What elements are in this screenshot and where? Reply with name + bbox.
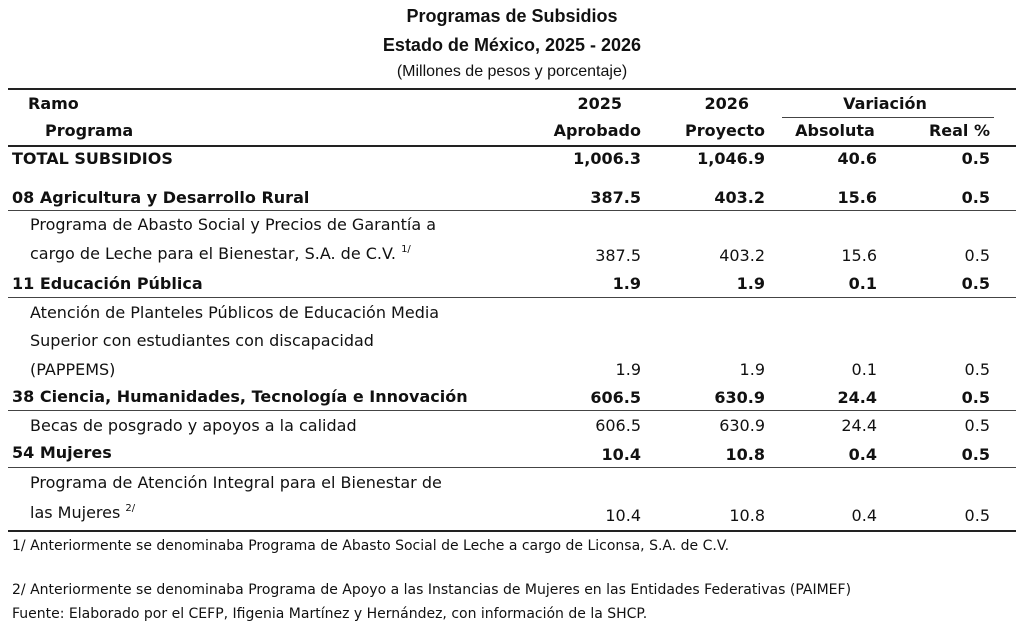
- prog-11-abs: 0.1: [851, 360, 877, 379]
- row-54-label: 54 Mujeres: [12, 443, 112, 462]
- prog-11-line2: Superior con estudiantes con discapacidad: [30, 331, 374, 350]
- prog-11-real: 0.5: [964, 360, 990, 379]
- row-total-abs: 40.6: [837, 149, 877, 168]
- row-11-label: 11 Educación Pública: [12, 274, 203, 293]
- header-2025-sub: Aprobado: [553, 121, 641, 140]
- prog-38-abs: 24.4: [841, 416, 877, 435]
- row-total-2025: 1,006.3: [573, 149, 641, 168]
- row-11-real: 0.5: [961, 274, 990, 293]
- header-2026: 2026: [704, 94, 749, 113]
- row-54-abs: 0.4: [848, 445, 877, 464]
- prog-54-real: 0.5: [964, 506, 990, 525]
- prog-11-line3: (PAPPEMS): [30, 360, 116, 379]
- row-08-rule: [8, 210, 1016, 211]
- row-08-2025: 387.5: [590, 188, 641, 207]
- prog-54-line2: las Mujeres: [30, 503, 121, 522]
- row-11-2025: 1.9: [612, 274, 641, 293]
- prog-54-2026: 10.8: [729, 506, 765, 525]
- prog-38-label: Becas de posgrado y apoyos a la calidad: [30, 416, 357, 435]
- row-08-abs: 15.6: [837, 188, 877, 207]
- prog-08-line2: cargo de Leche para el Bienestar, S.A. de C.V.: [30, 244, 396, 263]
- prog-38-real: 0.5: [964, 416, 990, 435]
- row-total-2026: 1,046.9: [697, 149, 765, 168]
- table-subtitle: Estado de México, 2025 - 2026: [382, 35, 642, 55]
- footnote-2: 2/ Anteriormente se denominaba Programa de Apoyo a las Instancias de Mujeres en las Entidades Federativas (PAIMEF): [12, 582, 852, 598]
- header-variacion: Variación: [843, 94, 927, 113]
- prog-54-abs: 0.4: [851, 506, 877, 525]
- prog-38-2026: 630.9: [719, 416, 765, 435]
- row-38-abs: 24.4: [837, 388, 877, 407]
- row-38-2026: 630.9: [714, 388, 765, 407]
- prog-11-2025: 1.9: [615, 360, 641, 379]
- table-title: Programas de Subsidios: [406, 6, 618, 26]
- source-note: Fuente: Elaborado por el CEFP, Ifigenia Martínez y Hernández, con información de la SHCP.: [12, 606, 648, 622]
- prog-54-line1: Programa de Atención Integral para el Bienestar de: [30, 473, 442, 492]
- prog-08-2026: 403.2: [719, 246, 765, 265]
- header-ramo: Ramo: [28, 94, 79, 113]
- row-11-abs: 0.1: [848, 274, 877, 293]
- header-rule: [8, 145, 1016, 147]
- variacion-rule: [782, 117, 994, 118]
- header-real: Real %: [928, 121, 990, 140]
- row-54-2026: 10.8: [725, 445, 765, 464]
- row-38-label: 38 Ciencia, Humanidades, Tecnología e Innovación: [12, 387, 468, 406]
- prog-54-line2-wrap: [30, 503, 135, 523]
- footnote-1: 1/ Anteriormente se denominaba Programa de Abasto Social de Leche a cargo de Liconsa, S.A. de C.V.: [12, 538, 730, 554]
- row-total-label: TOTAL SUBSIDIOS: [12, 149, 173, 168]
- row-08-real: 0.5: [961, 188, 990, 207]
- prog-11-line1: Atención de Planteles Públicos de Educación Media: [30, 303, 440, 322]
- header-2026-sub: Proyecto: [684, 121, 765, 140]
- table-units: (Millones de pesos y porcentaje): [396, 63, 628, 80]
- row-38-rule: [8, 410, 1016, 411]
- prog-11-2026: 1.9: [739, 360, 765, 379]
- header-programa: Programa: [45, 121, 134, 140]
- prog-38-2025: 606.5: [595, 416, 641, 435]
- row-08-label: 08 Agricultura y Desarrollo Rural: [12, 188, 310, 207]
- prog-08-line2-wrap: [30, 244, 411, 264]
- top-rule: [8, 88, 1016, 90]
- row-54-rule: [8, 467, 1016, 468]
- header-2025: 2025: [577, 94, 622, 113]
- prog-08-real: 0.5: [964, 246, 990, 265]
- row-38-real: 0.5: [961, 388, 990, 407]
- row-total-real: 0.5: [961, 149, 990, 168]
- prog-54-note: 2/: [125, 503, 136, 514]
- row-54-real: 0.5: [961, 445, 990, 464]
- prog-08-line1: Programa de Abasto Social y Precios de Garantía a: [30, 215, 437, 234]
- bottom-rule: [8, 530, 1016, 532]
- header-absoluta: Absoluta: [795, 121, 875, 140]
- row-08-2026: 403.2: [714, 188, 765, 207]
- row-38-2025: 606.5: [590, 388, 641, 407]
- prog-08-abs: 15.6: [841, 246, 877, 265]
- row-54-2025: 10.4: [601, 445, 641, 464]
- prog-08-2025: 387.5: [595, 246, 641, 265]
- prog-54-2025: 10.4: [605, 506, 641, 525]
- row-11-rule: [8, 297, 1016, 298]
- row-11-2026: 1.9: [736, 274, 765, 293]
- prog-08-note: 1/: [401, 244, 411, 255]
